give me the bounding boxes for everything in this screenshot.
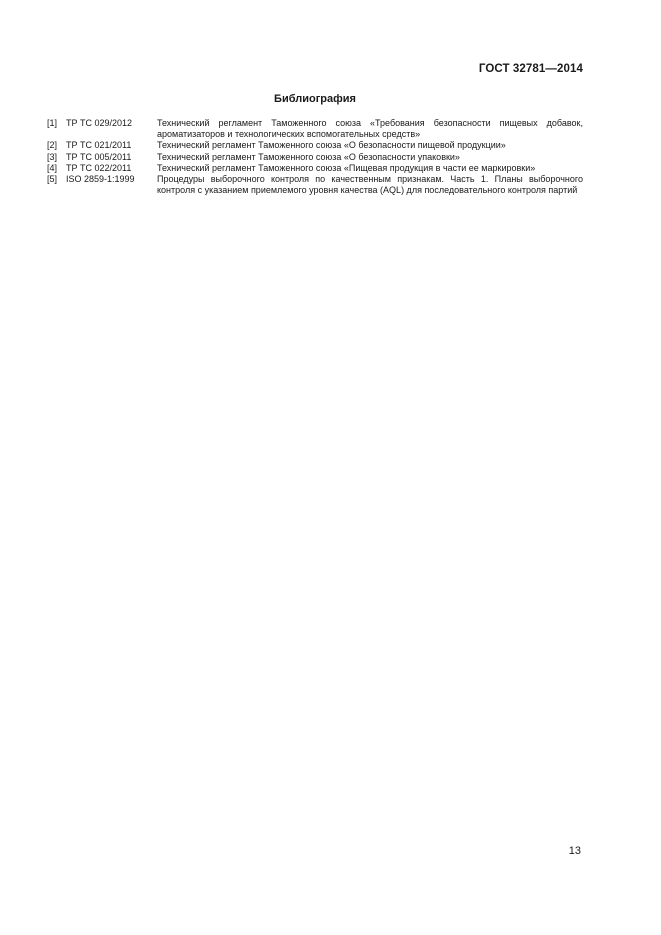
- bibliography-item: [47, 118, 583, 140]
- bibliography-item: [47, 152, 583, 163]
- bibliography-item-number: [3]: [47, 151, 58, 162]
- bibliography-item-text: Технический регламент Таможенного союза «О безопасности пищевой продукции»: [157, 140, 506, 151]
- bibliography-item-text: Процедуры выборочного контроля по качественным признакам. Часть 1. Планы выборочного контроля с указанием приемлемого уровня качества (AQL) для последовательного контроля партий: [157, 174, 583, 196]
- bibliography-item-code: ISO 2859-1:1999: [66, 174, 135, 185]
- bibliography-title: Библиография: [274, 93, 356, 105]
- bibliography-item-code: ТР ТС 029/2012: [66, 118, 133, 128]
- bibliography-item-code: ТР ТС 021/2011: [66, 140, 132, 151]
- bibliography-item-number: [1]: [47, 118, 58, 128]
- bibliography-item: [47, 163, 583, 174]
- bibliography-item-code: ТР ТС 022/2011: [66, 162, 132, 173]
- bibliography-item-code: ТР ТС 005/2011: [66, 151, 132, 162]
- bibliography-item-text: Технический регламент Таможенного союза «О безопасности упаковки»: [157, 151, 460, 162]
- bibliography-item-number: [4]: [47, 162, 58, 173]
- bibliography-item: [47, 174, 583, 196]
- page-number: 13: [568, 845, 581, 857]
- document-code: ГОСТ 32781—2014: [478, 63, 583, 75]
- bibliography-item: [47, 140, 583, 151]
- bibliography-item-number: [2]: [47, 140, 58, 151]
- bibliography-item-number: [5]: [47, 174, 58, 185]
- bibliography-item-text: Технический регламент Таможенного союза «Пищевая продукция в части ее маркировки»: [157, 162, 536, 173]
- bibliography-list: [47, 118, 583, 196]
- bibliography-item-text: Технический регламент Таможенного союза «Требования безопасности пищевых добавок, ароматизаторов и технологических вспомогательных средств»: [157, 118, 583, 140]
